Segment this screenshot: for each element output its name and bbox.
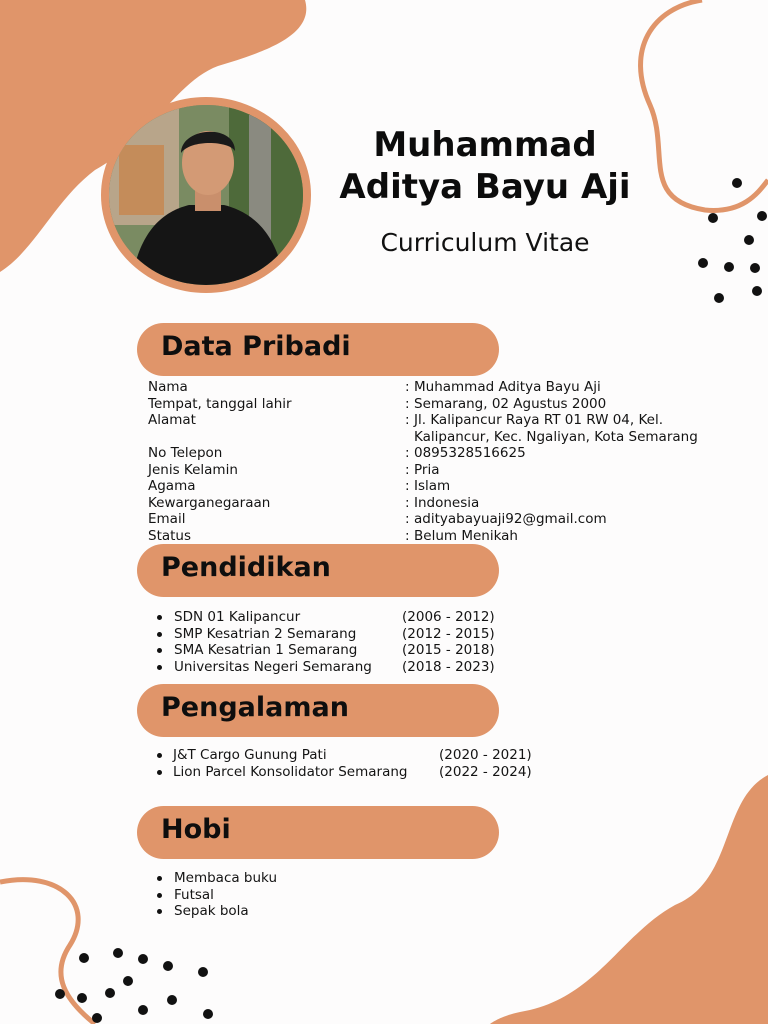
row-separator: :: [405, 395, 410, 412]
row-separator: :: [405, 511, 410, 527]
school-name: SMP Kesatrian 2 Semarang: [174, 625, 357, 642]
list-item: [157, 659, 517, 676]
job-years: (2020 - 2021): [439, 747, 532, 763]
school-name: SMA Kesatrian 1 Semarang: [174, 642, 358, 658]
list-item: [157, 747, 557, 764]
row-value: Jl. Kalipancur Raya RT 01 RW 04, Kel. Kalipancur, Kec. Ngaliyan, Kota Semarang: [414, 412, 698, 445]
section-title: Pengalaman: [161, 692, 349, 723]
school-name: SDN 01 Kalipancur: [174, 609, 301, 625]
section-title: Pendidikan: [161, 552, 331, 583]
row-label: No Telepon: [148, 445, 223, 461]
row-separator: :: [405, 412, 410, 428]
email-value: adityabayuaji92@gmail.com: [414, 511, 607, 527]
row-label: Alamat: [148, 412, 196, 428]
row-label: Status: [148, 527, 192, 544]
row-value: Pria: [414, 461, 440, 478]
hobby-name: Sepak bola: [174, 903, 249, 919]
hobby-name: Futsal: [174, 886, 214, 903]
list-item: [157, 642, 517, 659]
row-value: Belum Menikah: [414, 527, 518, 544]
row-label: Tempat, tanggal lahir: [148, 395, 292, 412]
row-separator: :: [405, 478, 410, 494]
education-list: [157, 609, 517, 675]
bullet-icon: [157, 632, 162, 637]
job-name: J&T Cargo Gunung Pati: [173, 747, 327, 763]
job-name: Lion Parcel Konsolidator Semarang: [173, 763, 408, 780]
row-value: 0895328516625: [414, 445, 526, 461]
section-header-hobbies: [137, 806, 499, 859]
row-label: Nama: [148, 379, 188, 395]
bullet-icon: [157, 893, 162, 898]
row-separator: :: [405, 461, 410, 478]
portrait-illustration: [109, 105, 303, 285]
section-header-personal: [137, 323, 499, 376]
school-name: Universitas Negeri Semarang: [174, 658, 372, 675]
section-header-experience: [137, 684, 499, 737]
section-title: Hobi: [161, 814, 231, 845]
candidate-name: [320, 124, 650, 208]
bullet-icon: [157, 615, 162, 620]
row-label: Kewarganegaraan: [148, 494, 271, 511]
hobbies-list: [157, 870, 377, 920]
row-separator: :: [405, 494, 410, 511]
list-item: [157, 764, 557, 781]
section-title: Data Pribadi: [161, 331, 351, 362]
list-item: [157, 887, 377, 904]
list-item: [157, 609, 517, 626]
bottom-right-blob: [490, 775, 768, 1024]
school-years: (2006 - 2012): [402, 609, 495, 625]
profile-photo-frame: [101, 97, 311, 293]
bullet-icon: [157, 909, 162, 914]
row-separator: :: [405, 445, 410, 461]
school-years: (2012 - 2015): [402, 625, 495, 642]
row-value: Semarang, 02 Agustus 2000: [414, 395, 607, 412]
school-years: (2015 - 2018): [402, 642, 495, 658]
row-separator: :: [405, 527, 410, 544]
name-line-1: Muhammad: [373, 125, 597, 165]
job-years: (2022 - 2024): [439, 763, 532, 780]
top-right-squiggle: [641, 0, 768, 210]
bullet-icon: [157, 665, 162, 670]
list-item: [157, 870, 377, 887]
section-header-education: [137, 544, 499, 597]
row-label: Agama: [148, 478, 196, 494]
bullet-icon: [157, 770, 162, 775]
list-item: [157, 626, 517, 643]
bullet-icon: [157, 876, 162, 881]
school-years: (2018 - 2023): [402, 658, 495, 675]
bullet-icon: [157, 753, 162, 758]
row-label: Jenis Kelamin: [148, 461, 238, 478]
list-item: [157, 903, 377, 920]
bullet-icon: [157, 648, 162, 653]
document-subtitle: Curriculum Vitae: [380, 228, 590, 257]
row-separator: :: [405, 379, 410, 395]
profile-photo: [109, 105, 303, 285]
row-value: Indonesia: [414, 494, 480, 511]
hobby-name: Membaca buku: [174, 870, 278, 886]
row-label: Email: [148, 511, 186, 527]
experience-list: [157, 747, 557, 780]
name-line-2: Aditya Bayu Aji: [339, 167, 631, 207]
row-value: Islam: [414, 478, 451, 494]
row-value: Muhammad Aditya Bayu Aji: [414, 379, 601, 395]
